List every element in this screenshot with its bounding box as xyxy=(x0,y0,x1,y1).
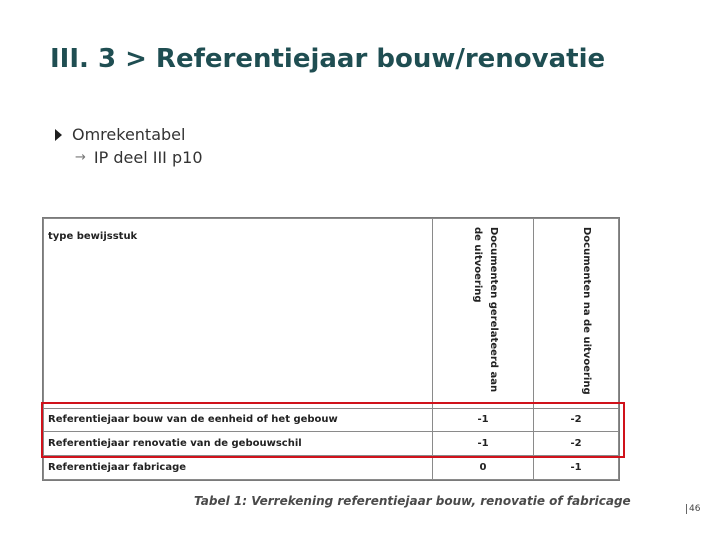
column-header-after-label: Documenten na de uitvoering xyxy=(581,227,592,395)
table-header-label: type bewijsstuk xyxy=(44,219,433,409)
conversion-table xyxy=(42,217,620,481)
bullet-item-main xyxy=(55,125,203,144)
triangle-bullet-icon xyxy=(55,129,62,141)
slide-title: III. 3 > Referentiejaar bouw/renovatie xyxy=(50,44,606,74)
table-row xyxy=(44,456,619,480)
page-number xyxy=(686,504,700,514)
row-value-after: -1 xyxy=(534,456,619,480)
row-label: Referentiejaar renovatie van de gebouwschil xyxy=(44,432,433,456)
page-number-label: 46 xyxy=(686,504,700,514)
row-value-during: -1 xyxy=(433,432,534,456)
row-value-after: -2 xyxy=(534,432,619,456)
bullet-sub-label: IP deel III p10 xyxy=(93,148,203,167)
bullet-main-label: Omrekentabel xyxy=(72,125,186,144)
bullet-item-sub xyxy=(55,148,203,167)
row-value-after: -2 xyxy=(534,408,619,432)
table-caption: Tabel 1: Verrekening referentiejaar bouw, renovatie of fabricage xyxy=(194,494,631,508)
table-row xyxy=(44,432,619,456)
table-row xyxy=(44,408,619,432)
row-label: Referentiejaar bouw van de eenheid of het gebouw xyxy=(44,408,433,432)
column-header-after xyxy=(534,219,619,409)
column-header-during-label: Documenten gerelateerd aan de uitvoering xyxy=(472,227,499,393)
arrow-bullet-icon: → xyxy=(75,150,86,165)
bullet-list xyxy=(55,125,203,167)
row-label: Referentiejaar fabricage xyxy=(44,456,433,480)
row-value-during: -1 xyxy=(433,408,534,432)
column-header-during xyxy=(433,219,534,409)
row-value-during: 0 xyxy=(433,456,534,480)
